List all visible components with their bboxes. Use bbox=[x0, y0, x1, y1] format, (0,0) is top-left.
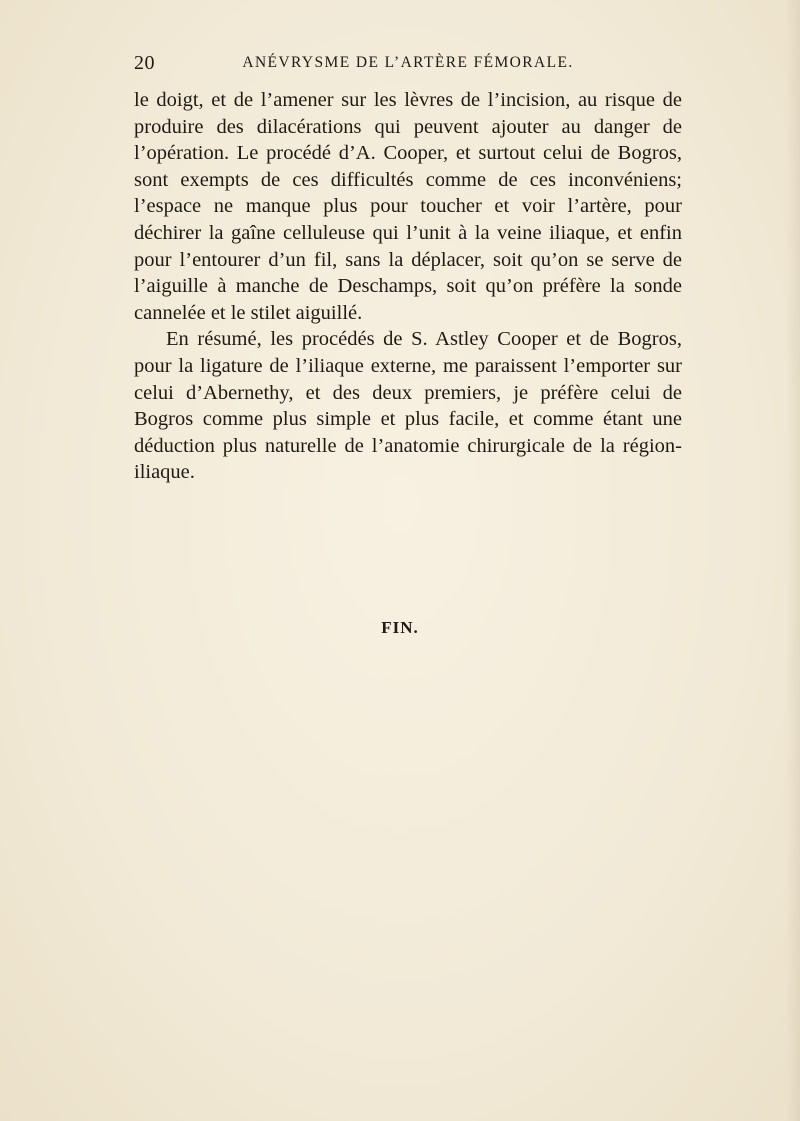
paragraph-2: En résumé, les procédés de S. Astley Cooper et de Bogros, pour la ligature de l’iliaque externe, me paraissent l’emporter sur celui d’Abernethy, et des deux premiers, je préfère celui de Bogros comme plus simple et plus facile, et comme étant une déduction plus naturelle de l’anatomie chirurgicale de la région-iliaque. bbox=[134, 328, 682, 484]
paragraph-1: le doigt, et de l’amener sur les lèvres de l’incision, au risque de produire des dilacérations qui peuvent ajouter au danger de l’opération. Le procédé d’A. Cooper, et surtout celui de Bogros, sont exempts de ces difficultés comme de ces inconvéniens; l’espace ne manque plus pour toucher et voir l’artère, pour déchirer la gaîne celluleuse qui l’unit à la veine iliaque, et enfin pour l’entourer d’un fil, sans la déplacer, soit qu’on se serve de l’aiguille à manche de Deschamps, soit qu’on préfère la sonde cannelée et le stilet aiguillé. bbox=[134, 89, 682, 324]
page-number: 20 bbox=[134, 52, 155, 74]
page-edge-shadow bbox=[786, 0, 800, 1121]
running-head: ANÉVRYSME DE L’ARTÈRE FÉMORALE. bbox=[242, 54, 574, 71]
end-mark: FIN. bbox=[381, 618, 419, 637]
body-text bbox=[134, 87, 682, 486]
page-header bbox=[134, 52, 682, 82]
